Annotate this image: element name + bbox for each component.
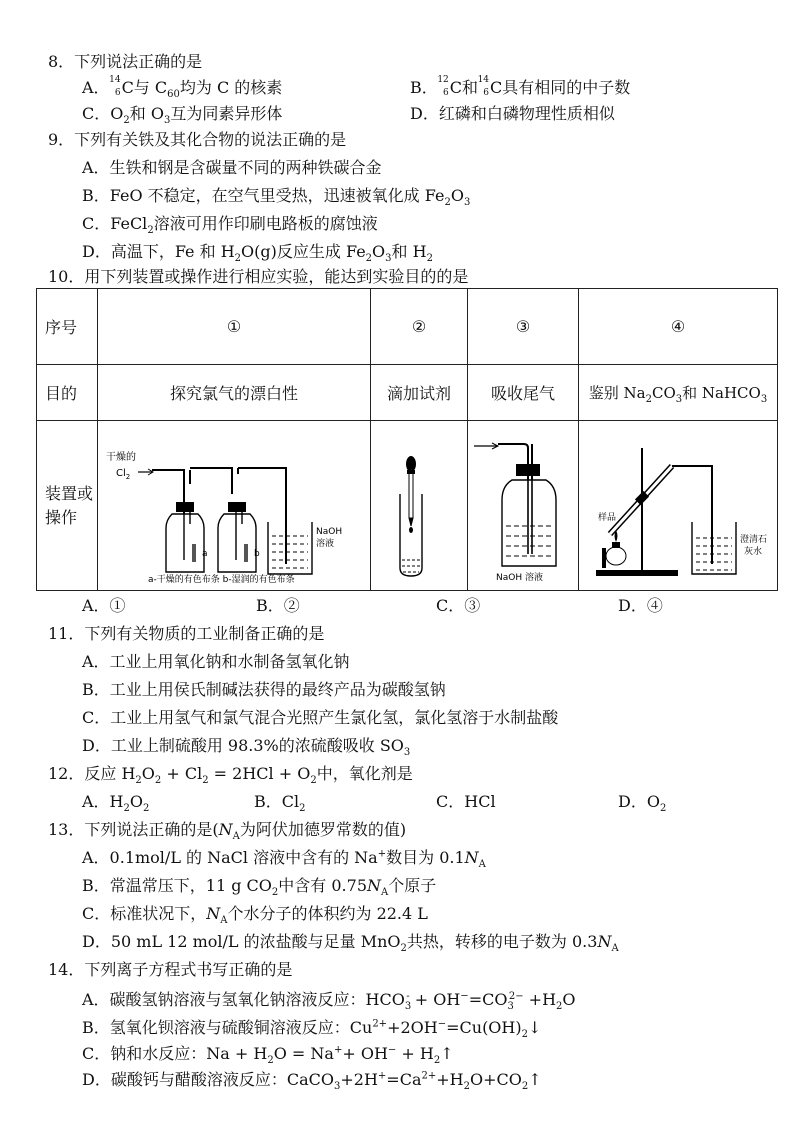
col-1: ① xyxy=(98,289,371,365)
q14-option-d[interactable]: D．碳酸钙与醋酸溶液反应：$CaCO_3+2H^+=Ca^{2+}+H_2O+CO_2↑$ xyxy=(82,1070,542,1093)
q10-option-a[interactable]: A．① xyxy=(82,596,126,615)
q9-option-b[interactable]: B．FeO 不稳定，在空气里受热，迅速被氧化成 $Fe_2O_3$ xyxy=(82,186,471,209)
nuclide: 14 6 xyxy=(109,75,121,98)
q9-stem: 9．下列有关铁及其化合物的说法正确的是 xyxy=(48,130,347,149)
q10-option-d[interactable]: D．④ xyxy=(618,596,663,615)
row-label-apparatus: 装置或操作 xyxy=(37,421,98,591)
purpose-3: 吸收尾气 xyxy=(468,365,579,421)
row-label-purpose: 目的 xyxy=(37,365,98,421)
q14-option-a[interactable]: A．碳酸氢钠溶液与氢氧化钠溶液反应：$HCO_3^- + OH^-=CO_3^{2-} +H_2O$ xyxy=(82,990,576,1013)
q11-option-b[interactable]: B．工业上用侯氏制碱法获得的最终产品为碳酸氢钠 xyxy=(82,680,446,699)
apparatus-2 xyxy=(371,421,468,591)
q11-option-c[interactable]: C．工业上用氢气和氯气混合光照产生氯化氢，氯化氢溶于水制盐酸 xyxy=(82,708,559,727)
col-3: ③ xyxy=(468,289,579,365)
q10-option-c[interactable]: C．③ xyxy=(436,596,481,615)
nuclide: 12 6 xyxy=(437,75,449,98)
svg-text:NaOH 溶液: NaOH 溶液 xyxy=(496,572,543,583)
apparatus-3 xyxy=(468,421,579,591)
nuclide: 14 6 xyxy=(477,75,490,98)
q12-option-d[interactable]: D．$O_2$ xyxy=(618,792,667,815)
q8-option-d[interactable]: D．红磷和白磷物理性质相似 xyxy=(410,104,615,123)
row-label-index: 序号 xyxy=(37,289,98,365)
svg-text:b: b xyxy=(254,548,260,559)
q13-option-c[interactable]: C．标准状况下，$N_A$个水分子的体积约为 22.4 L xyxy=(82,904,428,927)
q13-stem: 13．下列说法正确的是($N_A$为阿伏加德罗常数的值) xyxy=(48,820,407,843)
heating-apparatus xyxy=(580,424,776,584)
svg-text:灰水: 灰水 xyxy=(744,546,763,557)
col-2: ② xyxy=(371,289,468,365)
svg-text:Cl2: $Cl_2$ xyxy=(116,467,131,481)
opt-label: A． xyxy=(82,78,110,97)
q11-option-a[interactable]: A．工业上用氧化钠和水制备氢氧化钠 xyxy=(82,652,350,671)
q9-option-a[interactable]: A．生铁和钢是含碳量不同的两种铁碳合金 xyxy=(82,158,382,177)
svg-text:干燥的: 干燥的 xyxy=(106,451,136,463)
purpose-1: 探究氯气的漂白性 xyxy=(98,365,371,421)
q9-option-c[interactable]: C．FeCl$_2$溶液可用作印刷电路板的腐蚀液 xyxy=(82,214,378,237)
q13-option-b[interactable]: B．常温常压下，11 g $CO_2$中含有 $0.75N_A$个原子 xyxy=(82,876,437,899)
q12-stem: 12．反应 $H_2O_2 + Cl_2 = 2HCl + O_2$中，氧化剂是 xyxy=(48,764,413,787)
q8-stem: 8．下列说法正确的是 xyxy=(48,52,203,71)
q9-option-d[interactable]: D．高温下，Fe 和 $H_2O(g)$反应生成 $Fe_2O_3$和 $H_2$ xyxy=(82,242,433,265)
q14-stem: 14．下列离子方程式书写正确的是 xyxy=(48,960,293,979)
svg-text:溶液: 溶液 xyxy=(316,538,335,549)
svg-text:NaOH: NaOH xyxy=(316,526,343,537)
q12-option-b[interactable]: B．$Cl_2$ xyxy=(254,792,306,815)
purpose-2: 滴加试剂 xyxy=(371,365,468,421)
q12-option-a[interactable]: A．$H_2O_2$ xyxy=(82,792,150,815)
gas-absorption-bottle xyxy=(470,424,576,584)
q10-option-b[interactable]: B．② xyxy=(256,596,300,615)
apparatus-1 xyxy=(98,421,371,591)
q11-stem: 11．下列有关物质的工业制备正确的是 xyxy=(48,624,325,643)
q8-option-a[interactable]: A． 14 6 C与 $C_{60}$均为 C 的核素 xyxy=(82,75,283,101)
q13-option-a[interactable]: A．0.1mol/L 的 NaCl 溶液中含有的 Na+数目为 $0.1N_A$ xyxy=(82,848,486,871)
purpose-4: 鉴别 $Na_2CO_3$和 NaHCO$_3$ xyxy=(579,365,778,421)
q13-option-d[interactable]: D．50 mL 12 mol/L 的浓盐酸与足量 MnO$_2$共热，转移的电子数为 $0.3N_A$ xyxy=(82,932,619,955)
svg-text:a-干燥的有色布条 b-湿润的有色布条: a-干燥的有色布条 b-湿润的有色布条 xyxy=(148,574,295,584)
experiment-table xyxy=(36,288,778,591)
q14-option-c[interactable]: C．钠和水反应：$Na + H_2O = Na^++ OH^-$ + $H_2↑$ xyxy=(82,1044,454,1067)
q8-option-b[interactable]: B． 12 6 C和 14 6 C具有相同的中子数 xyxy=(410,75,631,98)
chlorine-bleach-apparatus xyxy=(100,424,368,584)
svg-text:样品: 样品 xyxy=(598,512,617,523)
svg-text:a: a xyxy=(202,548,208,559)
dropper-test-tube xyxy=(373,424,465,584)
q11-option-d[interactable]: D．工业上制硫酸用 98.3%的浓硫酸吸收 $SO_3$ xyxy=(82,736,411,759)
apparatus-4 xyxy=(579,421,778,591)
col-4: ④ xyxy=(579,289,778,365)
q10-stem: 10．用下列装置或操作进行相应实验，能达到实验目的的是 xyxy=(48,267,469,286)
svg-text:澄清石: 澄清石 xyxy=(740,534,768,545)
q14-option-b[interactable]: B．氢氧化钡溶液与硫酸铜溶液反应：$Cu^{2+}+2OH^-=Cu(OH)_2↓$ xyxy=(82,1018,542,1041)
q12-option-c[interactable]: C．HCl xyxy=(436,792,496,811)
q8-option-c[interactable]: C．$O_2$和 $O_3$互为同素异形体 xyxy=(82,104,283,127)
